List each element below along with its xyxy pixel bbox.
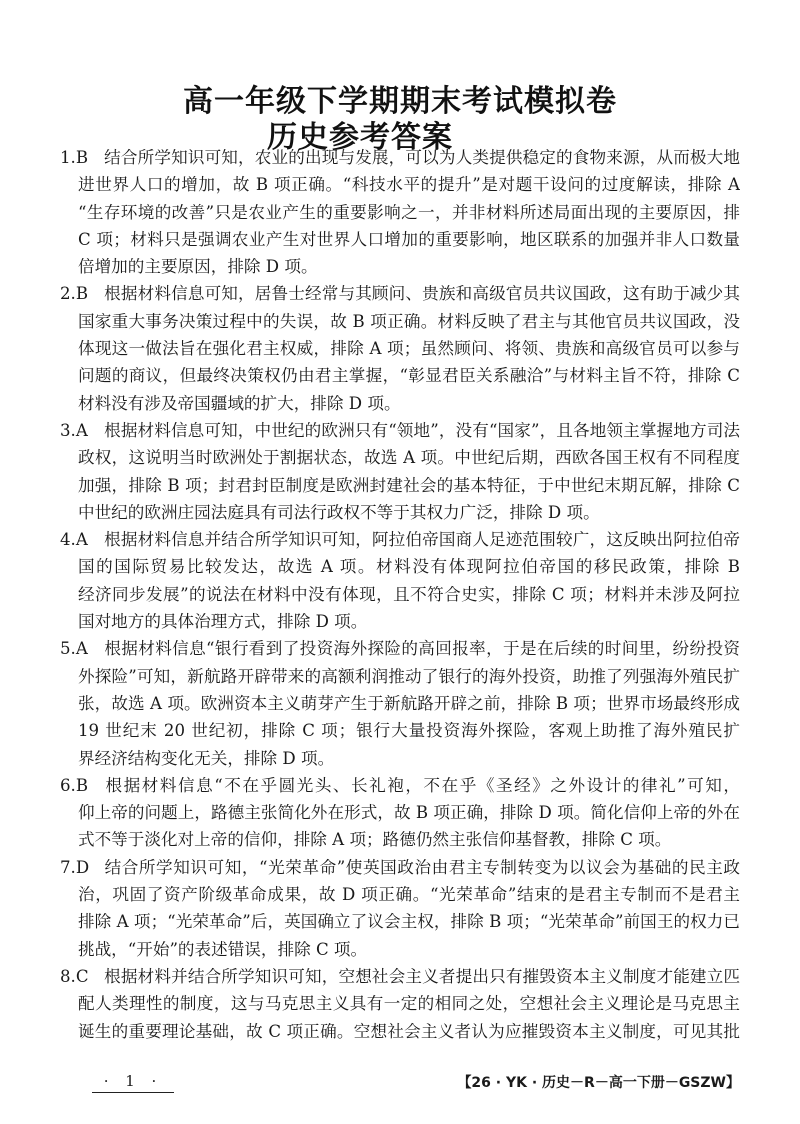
answer-item [60,144,740,280]
answer-item [60,963,740,1045]
answer-line [60,772,740,799]
answer-text: 经济同步发展”的说法在材料中没有体现，且不符合史实，排除 C 项；材料并未涉及阿拉 [78,584,740,604]
answer-text: 张，故选 A 项。欧洲资本主义萌芽产生于新航路开辟之前，排除 B 项；世界市场最终形成 [78,693,740,713]
page-number: · 1 · [92,1072,174,1093]
answer-line [78,663,740,690]
answer-text: 排除 A 项；“光荣革命”后，英国确立了议会主权，排除 B 项；“光荣革命”前国王的权力已 [78,912,740,932]
answer-text: 倍增加的主要原因，排除 D 项。 [78,257,318,277]
answer-item [60,635,740,771]
answer-line [78,1018,740,1045]
answer-item [60,280,740,416]
answer-line [78,990,740,1017]
answer-line [78,717,740,744]
answer-text: 政权，这说明当时欧洲处于割据状态，故选 A 项。中世纪后期，西欧各国王权有不同程度 [78,448,740,468]
answer-text: 根据材料信息可知，中世纪的欧洲只有“领地”，没有“国家”，且各地领主掌握地方司法 [104,420,740,440]
answer-number: 4.A [60,530,88,550]
answer-item [60,526,740,635]
answer-text: 国的国际贸易比较发达，故选 A 项。材料没有体现阿拉伯帝国的移民政策，排除 B [78,557,740,577]
answer-text: 仰上帝的问题上，路德主张简化外在形式，故 B 项正确，排除 D 项。简化信仰上帝的外在 [78,803,740,823]
answer-line [60,526,740,553]
answer-line [60,280,740,307]
answer-number: 6.B [60,775,89,795]
answer-line [78,936,740,963]
answer-text: C 项；材料只是强调农业产生对世界人口增加的重要影响，地区联系的加强并非人口数量 [78,229,740,249]
answer-text: 中世纪的欧洲庄园法庭具有司法行政权不等于其权力广泛，排除 D 项。 [78,502,600,522]
answer-line [60,144,740,171]
answer-text: 根据材料信息“不在乎圆光头、长礼袍，不在乎《圣经》之外设计的律礼”可知， [104,775,740,795]
answer-text: 界经济结构变化无关，排除 D 项。 [78,748,335,768]
answer-line [78,799,740,826]
answer-line [78,362,740,389]
answer-list [60,144,740,1045]
document-title: 高一年级下学期期末考试模拟卷 [183,84,617,119]
answer-text: 挑战，“开始”的表述错误，排除 C 项。 [78,939,368,959]
answer-line [60,854,740,881]
answer-line [78,199,740,226]
answer-text: 诞生的重要理论基础，故 C 项正确。空想社会主义者认为应摧毁资本主义制度，可见其批 [78,1021,740,1041]
answer-line [78,499,740,526]
answer-line [60,635,740,662]
answer-line [78,444,740,471]
answer-line [78,553,740,580]
answer-line [60,963,740,990]
answer-text: 加强，排除 B 项；封君封臣制度是欧洲封建社会的基本特征，于中世纪末期瓦解，排除 C [78,475,740,495]
answer-line [78,171,740,198]
answer-line [78,581,740,608]
answer-line [78,335,740,362]
answer-text: 国对地方的具体治理方式，排除 D 项。 [78,612,368,632]
answer-number: 5.A [60,639,88,659]
answer-item [60,854,740,963]
answer-line [78,253,740,280]
answer-text: 根据材料并结合所学知识可知，空想社会主义者提出只有摧毁资本主义制度才能建立匹 [104,966,740,986]
answer-number: 2.B [60,284,89,304]
document-subtitle: 历史参考答案 [267,120,453,155]
answer-text: 根据材料信息可知，居鲁士经常与其顾问、贵族和高级官员共议国政，这有助于减少其 [104,284,740,304]
answer-line [78,472,740,499]
answer-line [78,308,740,335]
answer-line [78,226,740,253]
answer-text: 结合所学知识可知，“光荣革命”使英国政治由君主专制转变为以议会为基础的民主政 [104,857,740,877]
answer-text: 国家重大事务决策过程中的失误，故 B 项正确。材料反映了君主与其他官员共议国政，没 [78,311,740,331]
answer-text: 根据材料信息“银行看到了投资海外探险的高回报率，于是在后续的时间里，纷纷投资 [104,639,740,659]
answer-number: 8.C [60,966,89,986]
answer-line [78,390,740,417]
answer-number: 1.B [60,148,89,167]
answer-text: 外探险”可知，新航路开辟带来的高额利润推动了银行的海外投资，助推了列强海外殖民扩 [78,666,740,686]
answer-line [78,908,740,935]
answer-line [78,745,740,772]
answer-item [60,772,740,854]
answer-text: 配人类理性的制度，这与马克思主义具有一定的相同之处，空想社会主义理论是马克思主 [78,994,740,1014]
answer-number: 7.D [60,857,90,877]
answer-text: 体现这一做法旨在强化君主权威，排除 A 项；虽然顾问、将领、贵族和高级官员可以参与 [78,339,740,359]
answer-line [78,690,740,717]
answer-line [60,417,740,444]
document-code: 【26 · YK · 历史－R－高一下册－GSZW】 [457,1075,740,1091]
answer-line [78,881,740,908]
answer-text: 式不等于淡化对上帝的信仰，排除 A 项；路德仍然主张信仰基督教，排除 C 项。 [78,830,672,850]
answer-text: 19 世纪末 20 世纪初，排除 C 项；银行大量投资海外探险，客观上助推了海外殖民扩 [78,721,740,741]
answer-line [78,608,740,635]
answer-text: 治，巩固了资产阶级革命成果，故 D 项正确。“光荣革命”结束的是君主专制而不是君主 [78,885,740,905]
answer-text: 材料没有涉及帝国疆域的扩大，排除 D 项。 [78,393,401,413]
answer-item [60,417,740,526]
answer-text: 问题的商议，但最终决策权仍由君主掌握，“彰显君臣关系融洽”与材料主旨不符，排除 C [78,366,740,386]
answer-text: 结合所学知识可知，农业的出现与发展，可以为人类提供稳定的食物来源，从而极大地 [104,148,740,167]
answer-text: 进世界人口的增加，故 B 项正确。“科技水平的提升”是对题干设问的过度解读，排除 A [78,175,740,195]
answer-text: 根据材料信息并结合所学知识可知，阿拉伯帝国商人足迹范围较广，这反映出阿拉伯帝 [104,530,740,550]
answer-text: “生存环境的改善”只是农业产生的重要影响之一，并非材料所述局面出现的主要原因，排 [78,202,740,222]
answer-line [78,826,740,853]
answer-number: 3.A [60,420,88,440]
